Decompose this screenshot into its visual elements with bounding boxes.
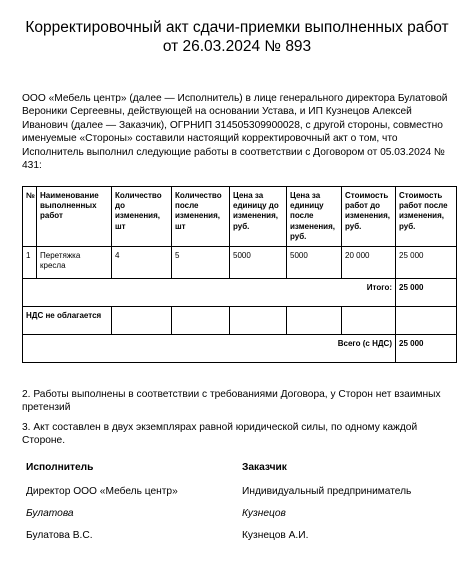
col-header-number: № [23,187,37,247]
paragraph-3: 3. Акт составлен в двух экземплярах равной юридической силы, по одному каждой Стороне. [22,422,418,447]
grand-total-label: Всего (с НДС) [23,335,396,363]
col-header-qty-before: Количество до изменения, шт [112,187,172,247]
executor-signature: Булатова [26,508,74,519]
paragraph-2: 2. Работы выполнены в соответствии с требованиями Договора, у Сторон нет взаимных претензий [22,389,441,414]
executor-position: Директор ООО «Мебель центр» [26,486,178,497]
intro-paragraph: ООО «Мебель центр» (далее — Исполнитель) в лице генерального директора Булатовой Вероники Сергеевны, действующей на основании Устава, и ИП Кузнецов Алексей Иванович (далее — Заказчик), ОГРНИП 314505309900028, с другой стороны, совместно именуемые «Стороны» составили настоящий корректировочный акт о том, что Исполнитель выполнил следующие работы в соответствии с Договором от 05.03.2024 № 431: [22,93,448,172]
table-header-row [23,187,457,247]
cell-number: 1 [23,247,37,279]
document-title [0,18,474,56]
cell-qty-before: 4 [112,247,172,279]
vat-label: НДС не облагается [23,307,112,335]
title-line-2: от 26.03.2024 № 893 [162,38,312,55]
col-header-cost-after: Стоимость работ после изменения, руб. [396,187,457,247]
total-value: 25 000 [396,279,457,307]
title-line-1: Корректировочный акт сдачи-приемки выполненных работ [25,19,449,36]
table-row [23,247,457,279]
col-header-cost-before: Стоимость работ до изменения, руб. [342,187,396,247]
total-label: Итого: [23,279,396,307]
grand-total-value: 25 000 [396,335,457,363]
customer-signature: Кузнецов [242,508,286,519]
cell-cost-before: 20 000 [342,247,396,279]
cell-price-after: 5000 [287,247,342,279]
vat-row [23,307,457,335]
total-row [23,279,457,307]
col-header-price-before: Цена за единицу до изменения, руб. [230,187,287,247]
col-header-qty-after: Количество после изменения, шт [172,187,230,247]
grand-total-row [23,335,457,363]
cell-price-before: 5000 [230,247,287,279]
works-table [22,186,457,363]
executor-name: Булатова В.С. [26,530,93,541]
col-header-name: Наименование выполненных работ [37,187,112,247]
cell-cost-after: 25 000 [396,247,457,279]
cell-qty-after: 5 [172,247,230,279]
executor-heading: Исполнитель [26,462,94,473]
customer-position: Индивидуальный предприниматель [242,486,412,497]
customer-heading: Заказчик [242,462,287,473]
customer-name: Кузнецов А.И. [242,530,309,541]
cell-name: Перетяжка кресла [37,247,112,279]
col-header-price-after: Цена за единицу после изменения, руб. [287,187,342,247]
